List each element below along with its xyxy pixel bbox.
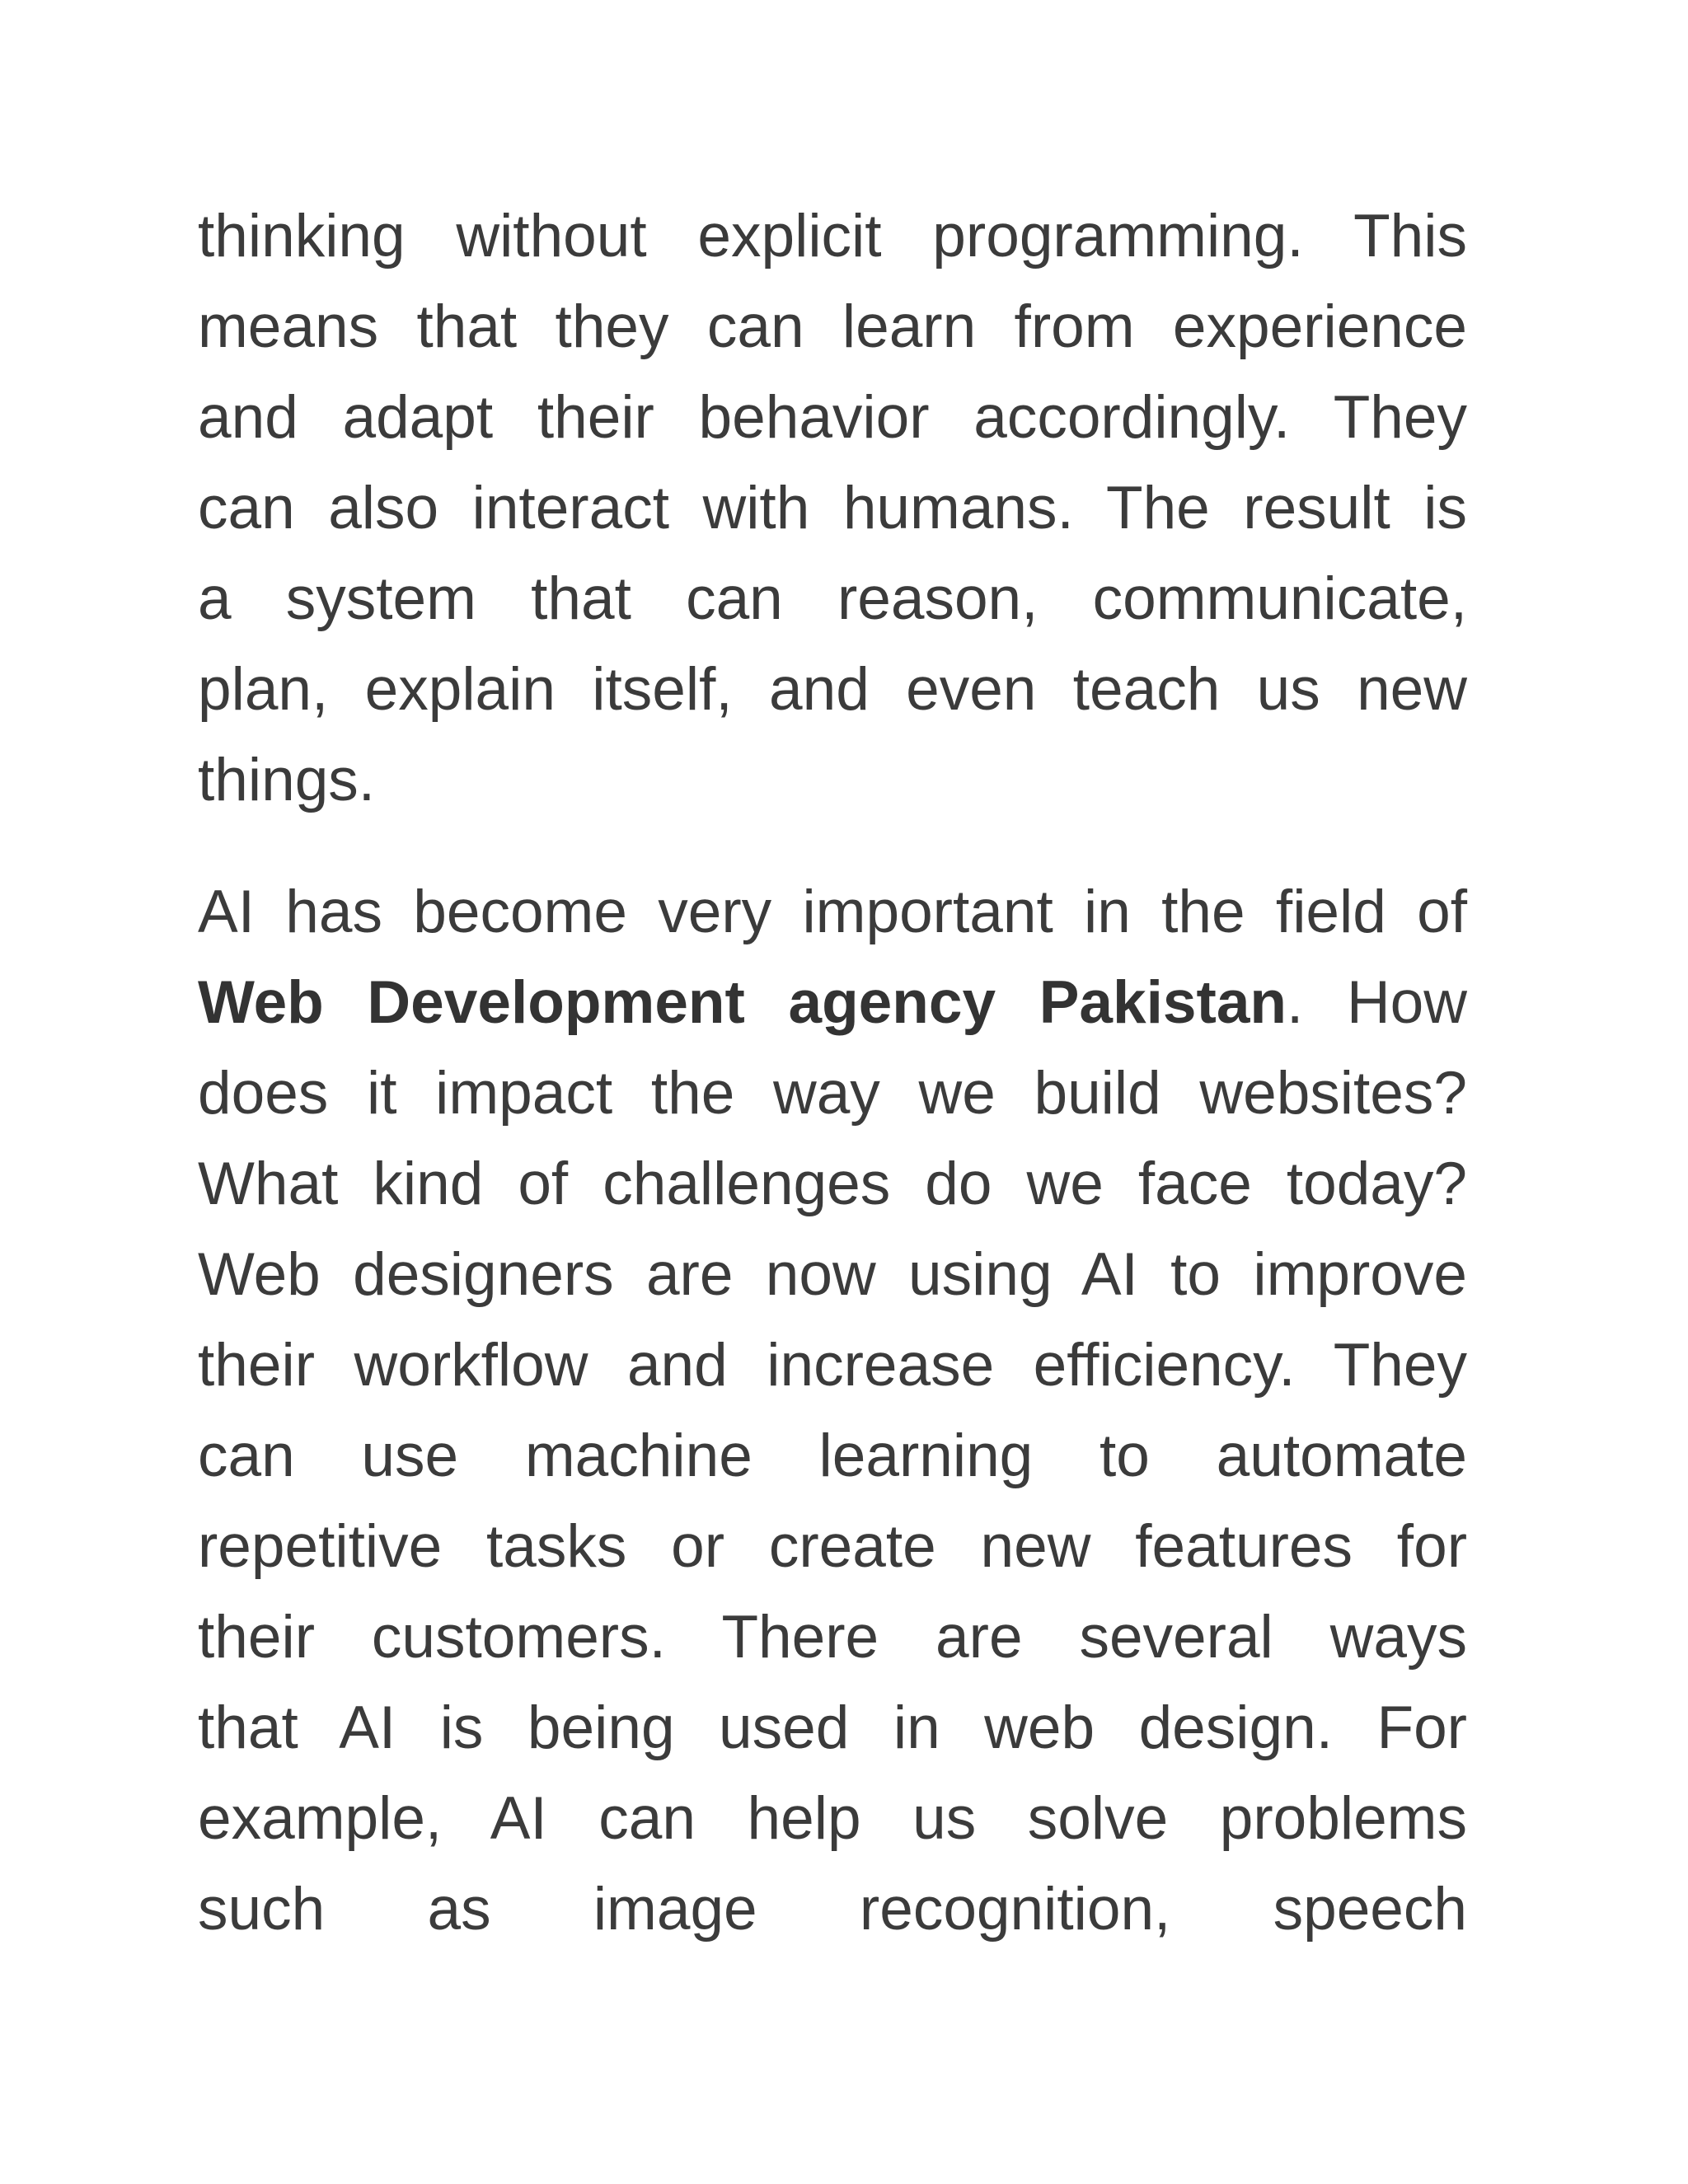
- text-line: does it impact the way we build websites?: [198, 1060, 1467, 1127]
- text-line: things.: [198, 747, 376, 813]
- text-line: plan, explain itself, and even teach us new: [198, 656, 1467, 723]
- text-line: repetitive tasks or create new features for: [198, 1513, 1467, 1580]
- bold-keyword: Web Development agency Pakistan: [198, 969, 1287, 1036]
- text-line: What kind of challenges do we face today?: [198, 1151, 1467, 1217]
- paragraph: [198, 191, 1467, 826]
- paragraph-spacer: [198, 826, 1467, 867]
- text-line: and adapt their behavior accordingly. They: [198, 384, 1467, 451]
- text-line: AI has become very important in the field of: [198, 879, 1467, 945]
- text-fragment: . How: [1287, 969, 1467, 1036]
- paragraph: [198, 867, 1467, 1955]
- document-body: [198, 191, 1467, 1955]
- text-line: example, AI can help us solve problems: [198, 1785, 1467, 1852]
- text-line: that AI is being used in web design. For: [198, 1694, 1467, 1761]
- text-line: such as image recognition, speech: [198, 1876, 1467, 1943]
- text-line: means that they can learn from experience: [198, 293, 1467, 360]
- text-line: their workflow and increase efficiency. They: [198, 1332, 1467, 1399]
- text-line: can use machine learning to automate: [198, 1422, 1467, 1489]
- text-line: Web designers are now using AI to improve: [198, 1241, 1467, 1308]
- text-line: can also interact with humans. The result is: [198, 475, 1467, 541]
- text-line: thinking without explicit programming. This: [198, 203, 1467, 269]
- text-line-with-link: [198, 958, 1467, 1048]
- text-line: their customers. There are several ways: [198, 1604, 1467, 1671]
- text-line: a system that can reason, communicate,: [198, 565, 1467, 632]
